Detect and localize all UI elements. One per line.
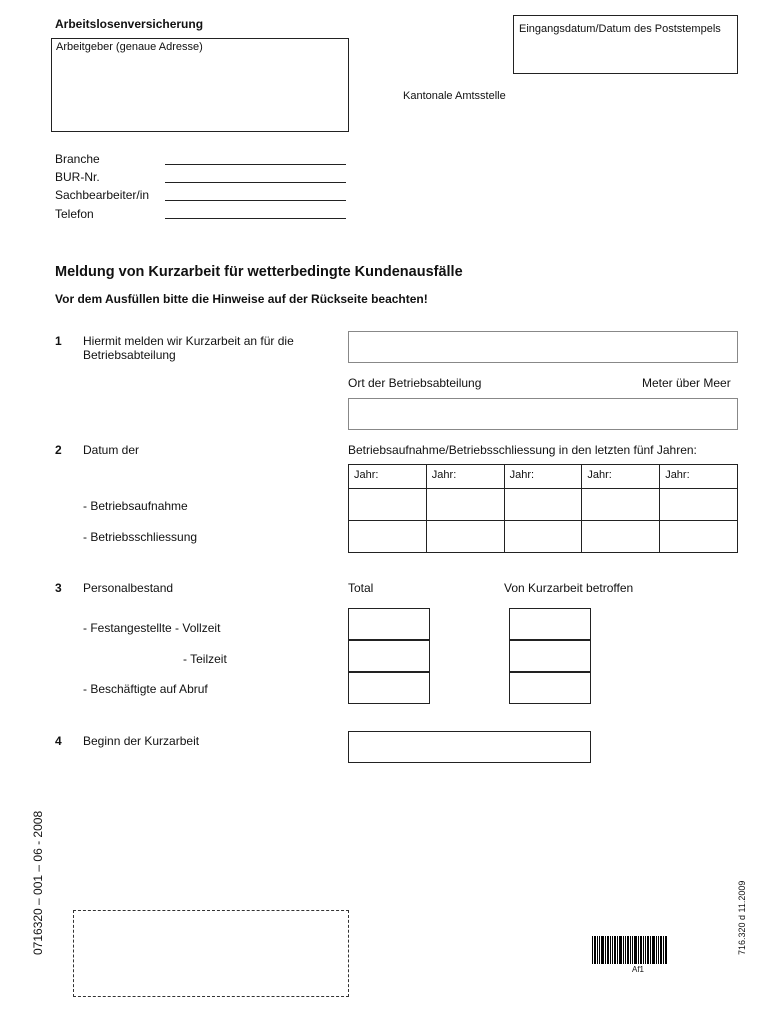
start-date-input[interactable] (348, 731, 591, 763)
form-title: Meldung von Kurzarbeit für wetterbedingte Kundenausfälle (55, 264, 463, 280)
opening-cell-2[interactable] (426, 489, 504, 521)
section-3-text: Personalbestand (83, 581, 174, 595)
affected-column-label: Von Kurzarbeit betroffen (504, 581, 634, 595)
opening-cell-4[interactable] (582, 489, 660, 521)
section-1-number: 1 (55, 334, 62, 348)
closing-cell-2[interactable] (426, 521, 504, 553)
field-input-bur[interactable] (165, 182, 346, 183)
stamp-area (73, 910, 349, 997)
field-input-telefon[interactable] (165, 218, 346, 219)
opening-cell-5[interactable] (660, 489, 738, 521)
employer-address-label: Arbeitgeber (genaue Adresse) (56, 41, 203, 53)
fulltime-row-label: - Festangestellte - Vollzeit (83, 621, 221, 635)
receipt-date-label: Eingangsdatum/Datum des Poststempels (519, 23, 721, 35)
year-header-5[interactable]: Jahr: (660, 465, 738, 489)
closing-row-label: - Betriebsschliessung (83, 530, 198, 544)
parttime-total-input[interactable] (348, 640, 430, 672)
field-label-branche: Branche (55, 152, 100, 166)
section-4-number: 4 (55, 734, 62, 748)
section-3-number: 3 (55, 581, 62, 595)
department-input[interactable] (348, 331, 738, 363)
closing-cell-3[interactable] (504, 521, 582, 553)
section-1-text: Hiermit melden wir Kurzarbeit an für die Betriebsabteilung (83, 334, 294, 362)
authority-label: Kantonale Amtsstelle (403, 90, 506, 102)
field-label-sachbearbeiter: Sachbearbeiter/in (55, 188, 150, 202)
parttime-row-label: - Teilzeit (183, 652, 227, 666)
receipt-date-box[interactable] (513, 15, 738, 74)
years-table-title: Betriebsaufnahme/Betriebsschliessung in den letzten fünf Jahren: (348, 443, 697, 457)
closing-cell-1[interactable] (349, 521, 427, 553)
parttime-affected-input[interactable] (509, 640, 591, 672)
year-header-2[interactable]: Jahr: (426, 465, 504, 489)
oncall-total-input[interactable] (348, 672, 430, 704)
field-label-telefon: Telefon (55, 207, 94, 221)
section-4-text: Beginn der Kurzarbeit (83, 734, 200, 748)
altitude-label: Meter über Meer (642, 376, 731, 390)
oncall-affected-input[interactable] (509, 672, 591, 704)
field-input-branche[interactable] (165, 164, 346, 165)
fulltime-affected-input[interactable] (509, 608, 591, 640)
employer-address-box[interactable] (51, 38, 349, 132)
opening-cell-3[interactable] (504, 489, 582, 521)
location-altitude-input[interactable] (348, 398, 738, 430)
barcode (592, 936, 667, 964)
fulltime-total-input[interactable] (348, 608, 430, 640)
org-name: Arbeitslosenversicherung (55, 17, 204, 31)
total-column-label: Total (348, 581, 374, 595)
year-header-4[interactable]: Jahr: (582, 465, 660, 489)
year-header-1[interactable]: Jahr: (349, 465, 427, 489)
form-subtitle: Vor dem Ausfüllen bitte die Hinweise auf der Rückseite beachten! (55, 292, 428, 306)
barcode-label: Af1 (632, 965, 645, 974)
section-2-text: Datum der (83, 443, 140, 457)
oncall-row-label: - Beschäftigte auf Abruf (83, 682, 208, 696)
opening-row-label: - Betriebsaufnahme (83, 499, 188, 513)
closing-cell-4[interactable] (582, 521, 660, 553)
location-label: Ort der Betriebsabteilung (348, 376, 482, 390)
section-2-number: 2 (55, 443, 62, 457)
opening-cell-1[interactable] (349, 489, 427, 521)
year-header-3[interactable]: Jahr: (504, 465, 582, 489)
form-code: 716.320 d 11.2009 (737, 880, 747, 955)
side-form-code: 0716320 – 001 – 06 - 2008 (31, 810, 45, 955)
years-table (348, 464, 738, 553)
closing-cell-5[interactable] (660, 521, 738, 553)
field-input-sachbearbeiter[interactable] (165, 200, 346, 201)
field-label-bur: BUR-Nr. (55, 170, 100, 184)
